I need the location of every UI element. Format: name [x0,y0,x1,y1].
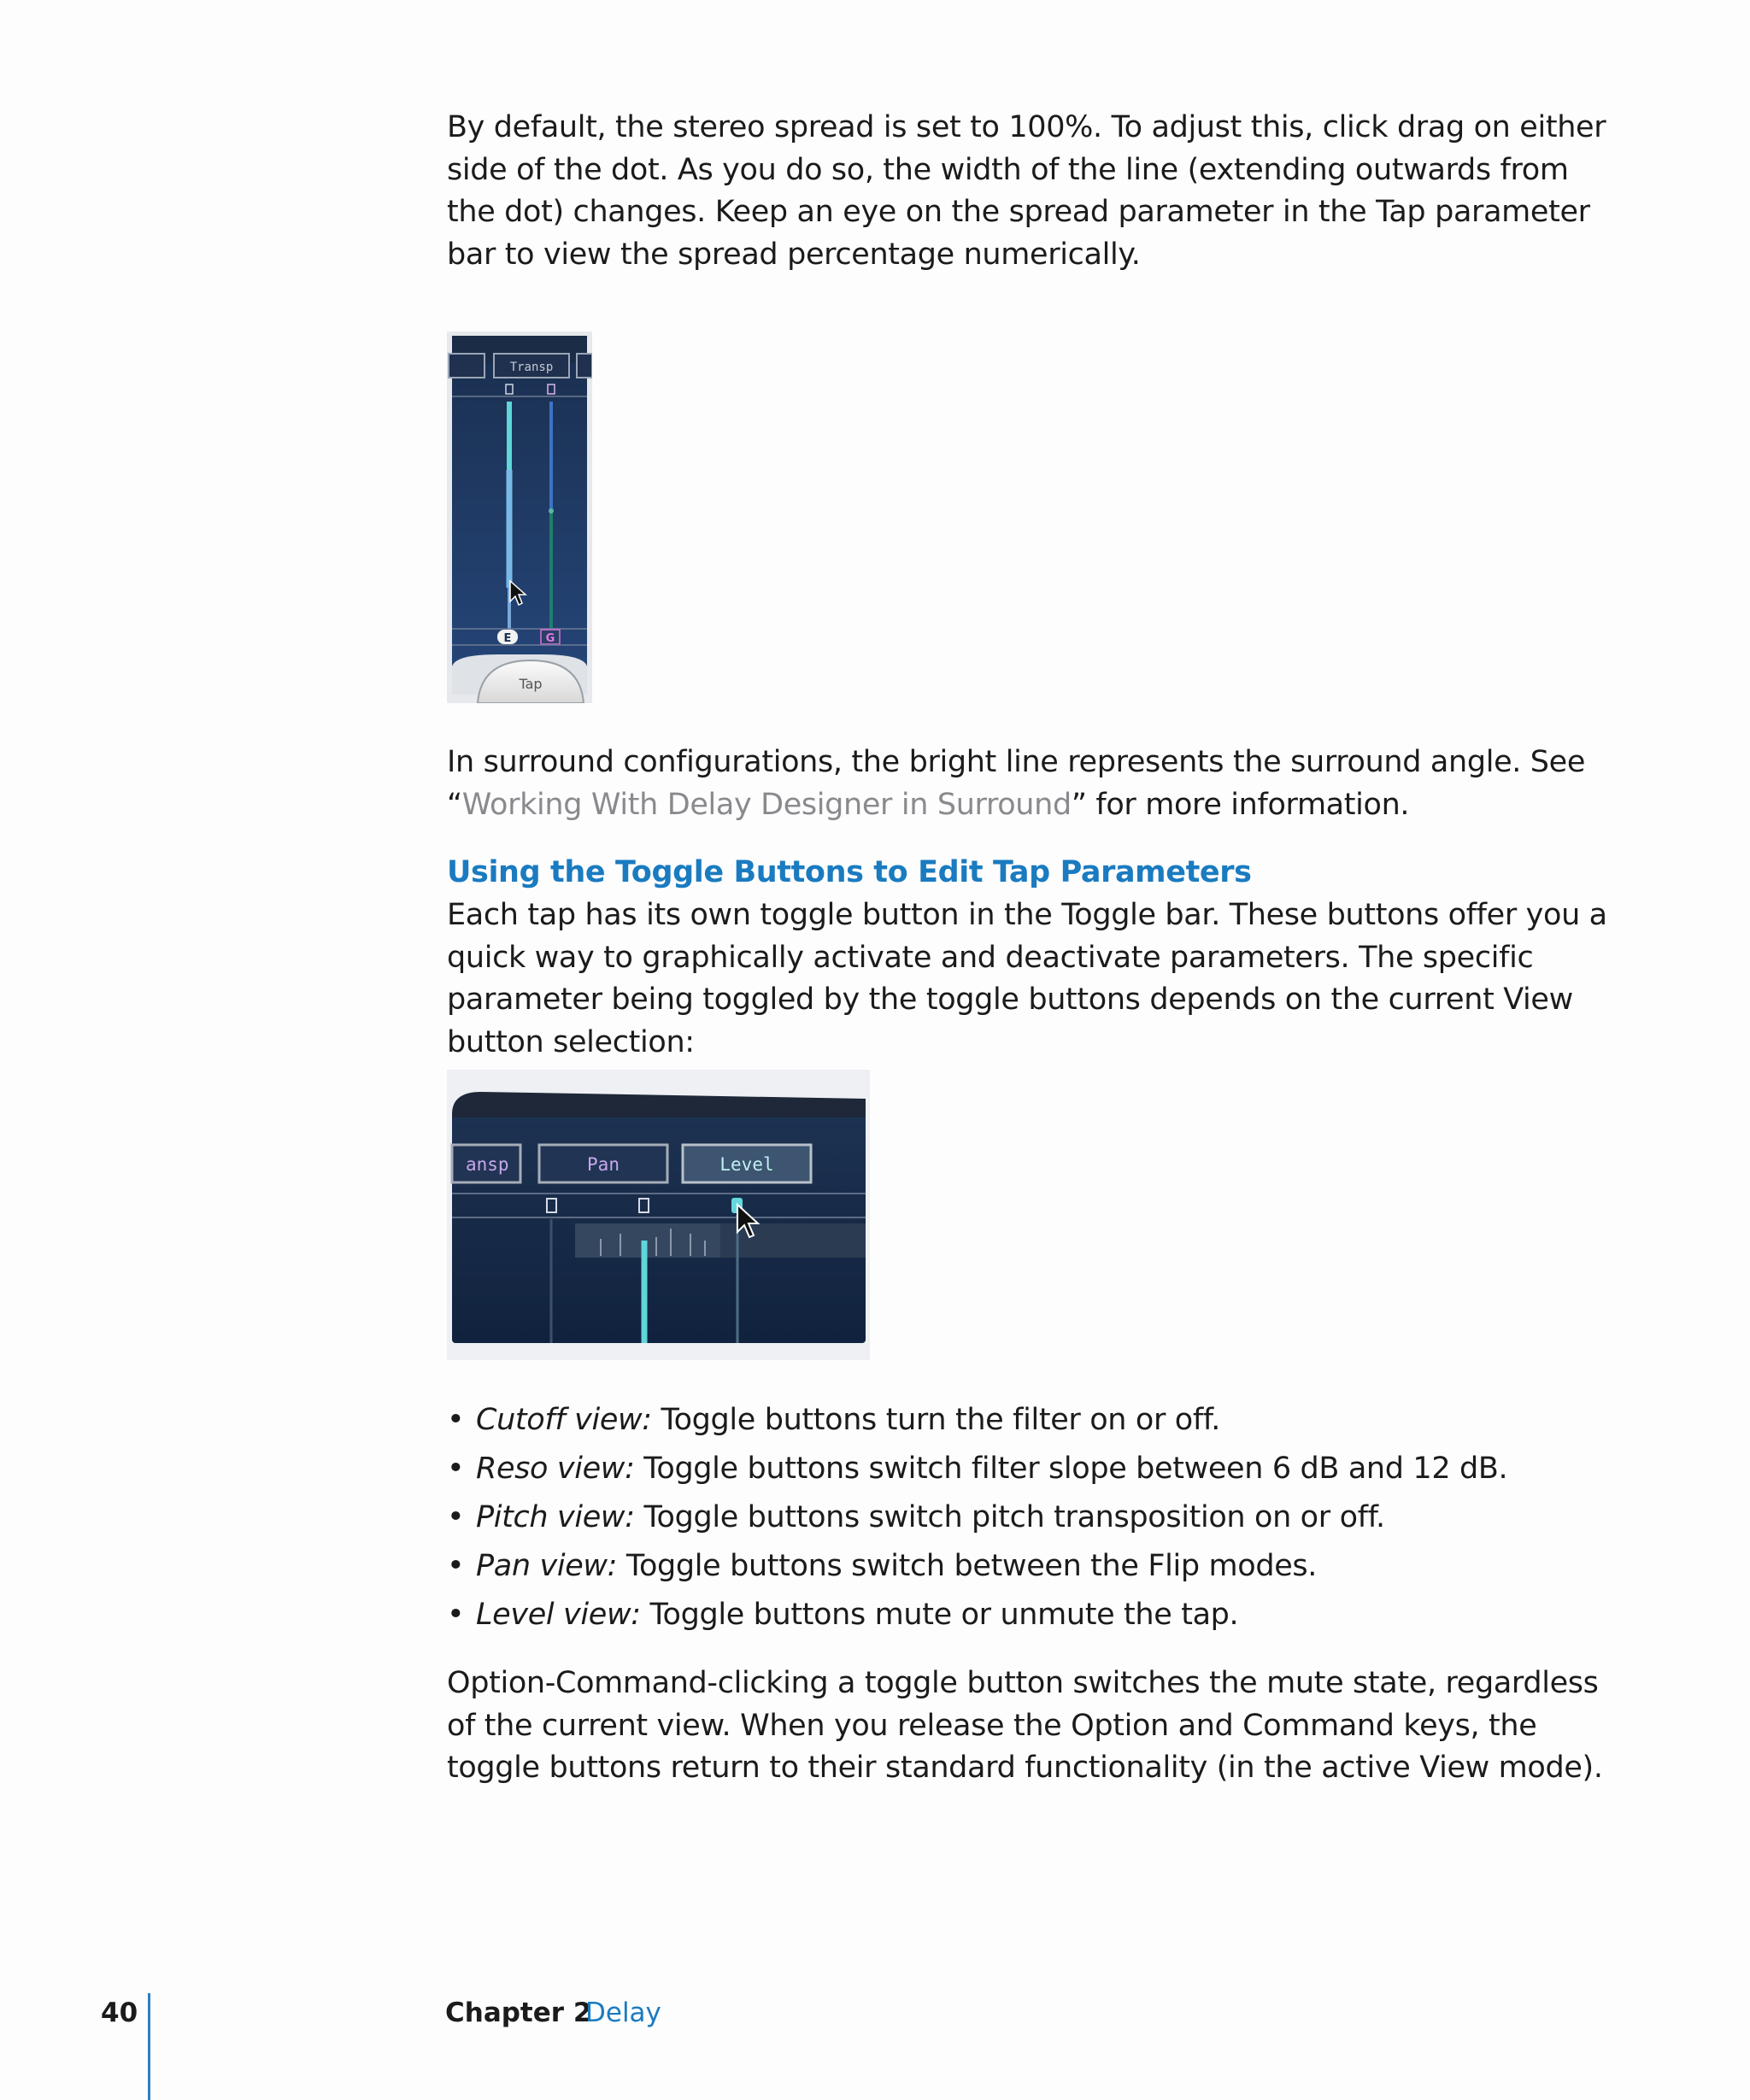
bullet-icon: • [447,1549,465,1583]
list-item-term: Pan view: [476,1549,618,1583]
view-modes-list [447,1396,1618,1640]
page-number: 40 [101,1997,138,2028]
list-item-term: Pitch view: [476,1500,635,1534]
list-item [447,1396,1618,1445]
footer-section-link[interactable]: Delay [585,1997,661,2028]
flag-e-label: E [503,632,512,645]
list-item [447,1445,1618,1493]
bullet-icon: • [447,1452,465,1486]
tab-transp-label: Transp [509,361,554,374]
view-button-transp-label: ansp [466,1154,509,1175]
list-item-term: Reso view: [476,1452,635,1486]
surround-text-before: In surround configurations, the bright line represents the surround angle. See “ [447,745,1586,822]
view-button-pan-label: Pan [587,1154,620,1175]
paragraph-toggle-buttons: Each tap has its own toggle button in the Toggle bar. These buttons offer you a quick way to graphically activate and deactivate parameters. The specific parameter being toggled by the toggle buttons depends on the current View button selection: [447,898,1607,1059]
paragraph-option-command: Option-Command-clicking a toggle button switches the mute state, regardless of the current view. When you release the Option and Command keys, the toggle buttons return to their standard functionality (in the active View mode). [447,1666,1603,1785]
footer-divider [148,1993,150,2100]
bullet-icon: • [447,1598,465,1632]
surround-cross-reference-link[interactable]: Working With Delay Designer in Surround [461,787,1072,822]
view-button-level-label: Level [719,1154,774,1175]
list-item [447,1542,1618,1591]
bullet-icon: • [447,1500,465,1534]
list-item-text: Toggle buttons turn the filter on or off. [661,1403,1220,1437]
footer-chapter: Chapter 2 [445,1997,592,2028]
list-item [447,1591,1618,1640]
list-item-text: Toggle buttons switch between the Flip modes. [625,1549,1318,1583]
list-item [447,1493,1618,1542]
figure-toggle-bar-screenshot [447,1070,870,1360]
list-item-text: Toggle buttons mute or unmute the tap. [649,1598,1239,1632]
section-heading-toggle-buttons: Using the Toggle Buttons to Edit Tap Parameters [447,855,1252,889]
paragraph-stereo-spread: By default, the stereo spread is set to 100%. To adjust this, click drag on either side of the dot. As you do so, the width of the line (extending outwards from the dot) changes. Keep an eye on the spread parameter in the Tap parameter bar to view the spread percentage numerically. [447,110,1606,272]
paragraph-surround [447,742,1618,826]
list-item-text: Toggle buttons switch pitch transposition on or off. [643,1500,1385,1534]
bullet-icon: • [447,1403,465,1437]
flag-g-label: G [545,632,555,645]
list-item-term: Level view: [476,1598,641,1632]
list-item-text: Toggle buttons switch filter slope between 6 dB and 12 dB. [643,1452,1508,1486]
tab-partial-left[interactable] [449,354,484,378]
surround-text-after: ” for more information. [1071,787,1410,822]
figure-stereo-spread-screenshot [447,331,592,703]
list-item-term: Cutoff view: [476,1403,652,1437]
tap-button-label: Tap [519,676,543,692]
